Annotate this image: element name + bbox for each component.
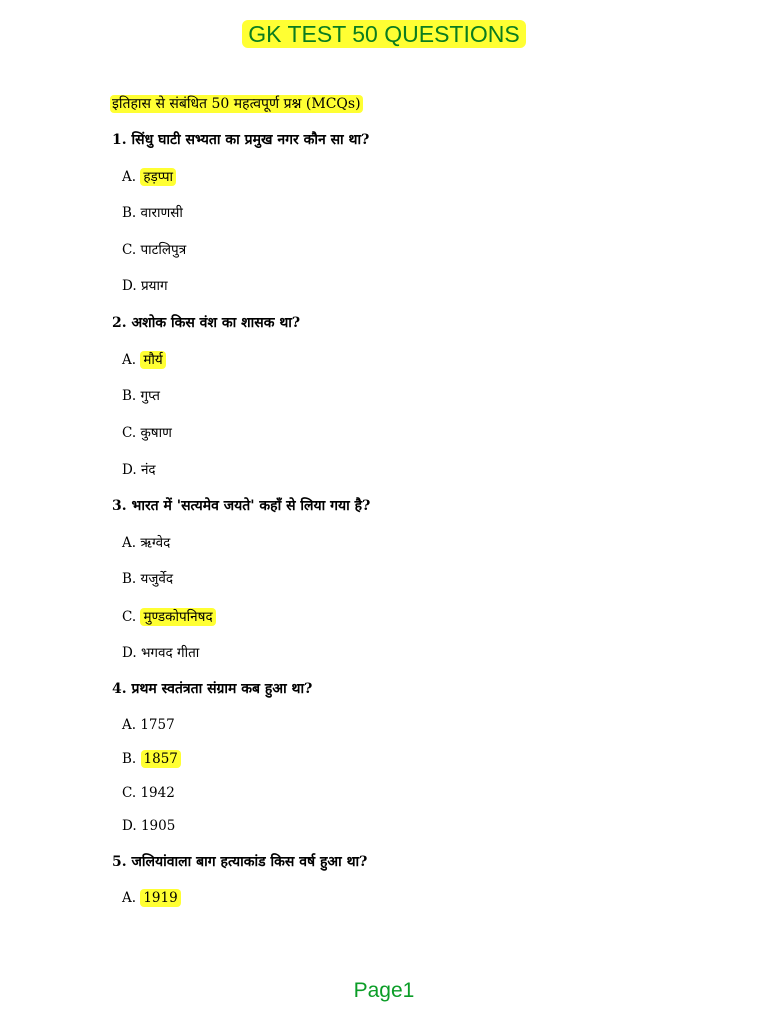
question-2-option-d	[122, 459, 156, 481]
page-number: Page1	[353, 979, 415, 1002]
option-text: 1942	[140, 785, 175, 801]
option-text: वाराणसी	[140, 205, 183, 221]
page-title	[0, 18, 768, 50]
option-text: ऋग्वेद	[140, 535, 171, 551]
option-letter: A.	[122, 535, 137, 551]
option-text: कुषाण	[140, 425, 172, 441]
option-letter: D.	[122, 645, 137, 661]
question-2-option-a	[122, 349, 166, 371]
option-letter: B.	[122, 751, 137, 767]
question-5: 5. जलियांवाला बाग हत्याकांड किस वर्ष हुआ था?	[112, 854, 368, 870]
option-letter: A.	[122, 717, 137, 733]
option-letter: A.	[122, 352, 137, 368]
question-4: 4. प्रथम स्वतंत्रता संग्राम कब हुआ था?	[112, 681, 313, 697]
question-4-option-b	[122, 748, 181, 770]
question-4-option-a	[122, 714, 175, 736]
option-text: पाटलिपुत्र	[140, 242, 187, 258]
question-3-option-d	[122, 642, 199, 664]
option-letter: C.	[122, 425, 137, 441]
question-2-option-b	[122, 385, 160, 407]
option-letter: D.	[122, 278, 137, 294]
option-text: नंद	[140, 462, 156, 478]
option-text: यजुर्वेद	[140, 571, 174, 587]
option-letter: B.	[122, 205, 137, 221]
question-4-option-d	[122, 815, 175, 837]
section-subtitle-text: इतिहास से संबंधित 50 महत्वपूर्ण प्रश्न (MCQs)	[112, 96, 361, 112]
option-text: 1757	[140, 717, 175, 733]
option-letter: B.	[122, 571, 137, 587]
question-1-option-a	[122, 166, 176, 188]
question-2-option-c	[122, 422, 172, 444]
question-1: 1. सिंधु घाटी सभ्यता का प्रमुख नगर कौन सा था?	[112, 132, 370, 148]
option-letter: A.	[122, 169, 137, 185]
option-letter: C.	[122, 785, 137, 801]
page-title-text: GK TEST 50 QUESTIONS	[242, 20, 525, 48]
option-letter: D.	[122, 462, 137, 478]
option-text: 1905	[140, 818, 176, 834]
option-text-highlighted: 1919	[140, 889, 180, 907]
option-text: गुप्त	[140, 388, 160, 404]
question-1-option-c	[122, 239, 186, 261]
option-letter: D.	[122, 818, 137, 834]
question-3: 3. भारत में 'सत्यमेव जयते' कहाँ से लिया गया है?	[112, 498, 371, 514]
option-text: प्रयाग	[140, 278, 168, 294]
question-3-option-a	[122, 532, 170, 554]
question-1-option-d	[122, 275, 168, 297]
question-5-option-a	[122, 887, 181, 909]
question-3-option-b	[122, 568, 173, 590]
question-2: 2. अशोक किस वंश का शासक था?	[112, 315, 301, 331]
option-text-highlighted: 1857	[141, 750, 181, 768]
option-text-highlighted: मुण्डकोपनिषद	[140, 608, 215, 626]
question-1-option-b	[122, 202, 183, 224]
option-letter: C.	[122, 609, 137, 625]
question-4-option-c	[122, 782, 175, 804]
option-text-highlighted: मौर्य	[140, 351, 165, 369]
option-letter: B.	[122, 388, 137, 404]
option-letter: C.	[122, 242, 137, 258]
question-3-option-c	[122, 606, 216, 628]
option-letter: A.	[122, 890, 137, 906]
option-text-highlighted: हड़प्पा	[140, 168, 176, 186]
section-subtitle	[110, 93, 363, 115]
option-text: भगवद गीता	[140, 645, 200, 661]
